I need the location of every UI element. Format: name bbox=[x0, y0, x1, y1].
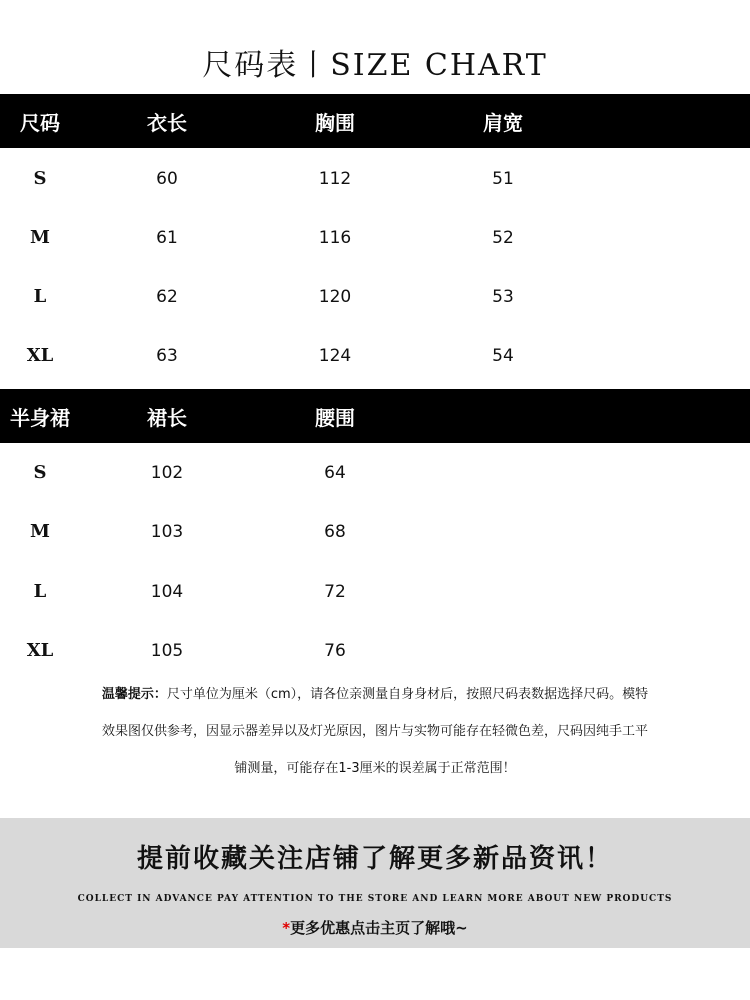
store-homepage-link-text: 更多优惠点击主页了解哦~ bbox=[290, 919, 468, 937]
page-title: 尺码表丨SIZE CHART bbox=[202, 48, 548, 83]
header-shoulder: 肩宽 bbox=[483, 110, 523, 135]
chest-cell: 116 bbox=[318, 227, 352, 248]
length-cell: 62 bbox=[156, 286, 178, 307]
table-row bbox=[0, 267, 750, 326]
sizing-note bbox=[40, 676, 710, 787]
waist-cell: 68 bbox=[324, 521, 346, 542]
chest-cell: 112 bbox=[318, 168, 352, 189]
skirt-length-cell: 105 bbox=[150, 640, 184, 661]
note-line-3: 铺测量，可能存在1-3厘米的误差属于正常范围！ bbox=[234, 761, 516, 776]
footer-english-text: COLLECT IN ADVANCE PAY ATTENTION TO THE STORE AND LEARN MORE ABOUT NEW PRODUCTS bbox=[77, 894, 673, 904]
note-line-2: 效果图仅供参考，因显示器差异以及灯光原因，图片与实物可能存在轻微色差，尺码因纯手工平 bbox=[101, 724, 648, 739]
header-skirt-length: 裙长 bbox=[147, 405, 187, 430]
size-cell: L bbox=[33, 581, 47, 602]
header-waist: 腰围 bbox=[315, 405, 355, 430]
length-cell: 63 bbox=[156, 345, 178, 366]
shoulder-cell: 52 bbox=[492, 227, 514, 248]
shoulder-cell: 51 bbox=[492, 168, 514, 189]
top-table-header bbox=[0, 94, 750, 148]
skirt-length-cell: 104 bbox=[150, 581, 184, 602]
header-skirt: 半身裙 bbox=[10, 405, 70, 430]
table-row bbox=[0, 502, 750, 561]
note-text: 尺寸单位为厘米（cm），请各位亲测量自身身材后，按照尺码表数据选择尺码。模特 bbox=[166, 687, 649, 702]
shoulder-cell: 54 bbox=[492, 345, 514, 366]
waist-cell: 64 bbox=[324, 462, 346, 483]
waist-cell: 76 bbox=[324, 640, 346, 661]
skirt-length-cell: 102 bbox=[150, 462, 184, 483]
header-size: 尺码 bbox=[20, 110, 60, 135]
star-mark: * bbox=[282, 919, 291, 937]
table-row bbox=[0, 443, 750, 502]
table-row bbox=[0, 326, 750, 385]
size-cell: S bbox=[33, 462, 47, 483]
header-chest: 胸围 bbox=[315, 110, 355, 135]
skirt-table-header bbox=[0, 389, 750, 443]
size-cell: M bbox=[30, 227, 50, 248]
note-line-1 bbox=[40, 676, 710, 713]
chest-cell: 120 bbox=[318, 286, 352, 307]
table-row bbox=[0, 621, 750, 680]
shoulder-cell: 53 bbox=[492, 286, 514, 307]
skirt-length-cell: 103 bbox=[150, 521, 184, 542]
size-cell: S bbox=[33, 168, 47, 189]
table-row bbox=[0, 562, 750, 621]
table-row bbox=[0, 149, 750, 208]
chest-cell: 124 bbox=[318, 345, 352, 366]
table-row bbox=[0, 208, 750, 267]
length-cell: 61 bbox=[156, 227, 178, 248]
footer-banner bbox=[0, 818, 750, 948]
store-homepage-link[interactable] bbox=[0, 917, 750, 938]
size-cell: M bbox=[30, 521, 50, 542]
length-cell: 60 bbox=[156, 168, 178, 189]
size-cell: XL bbox=[26, 640, 54, 661]
waist-cell: 72 bbox=[324, 581, 346, 602]
header-length: 衣长 bbox=[147, 110, 187, 135]
note-label: 温馨提示： bbox=[101, 687, 167, 702]
size-cell: XL bbox=[26, 345, 54, 366]
footer-heading: 提前收藏关注店铺了解更多新品资讯！ bbox=[136, 844, 613, 874]
size-cell: L bbox=[33, 286, 47, 307]
